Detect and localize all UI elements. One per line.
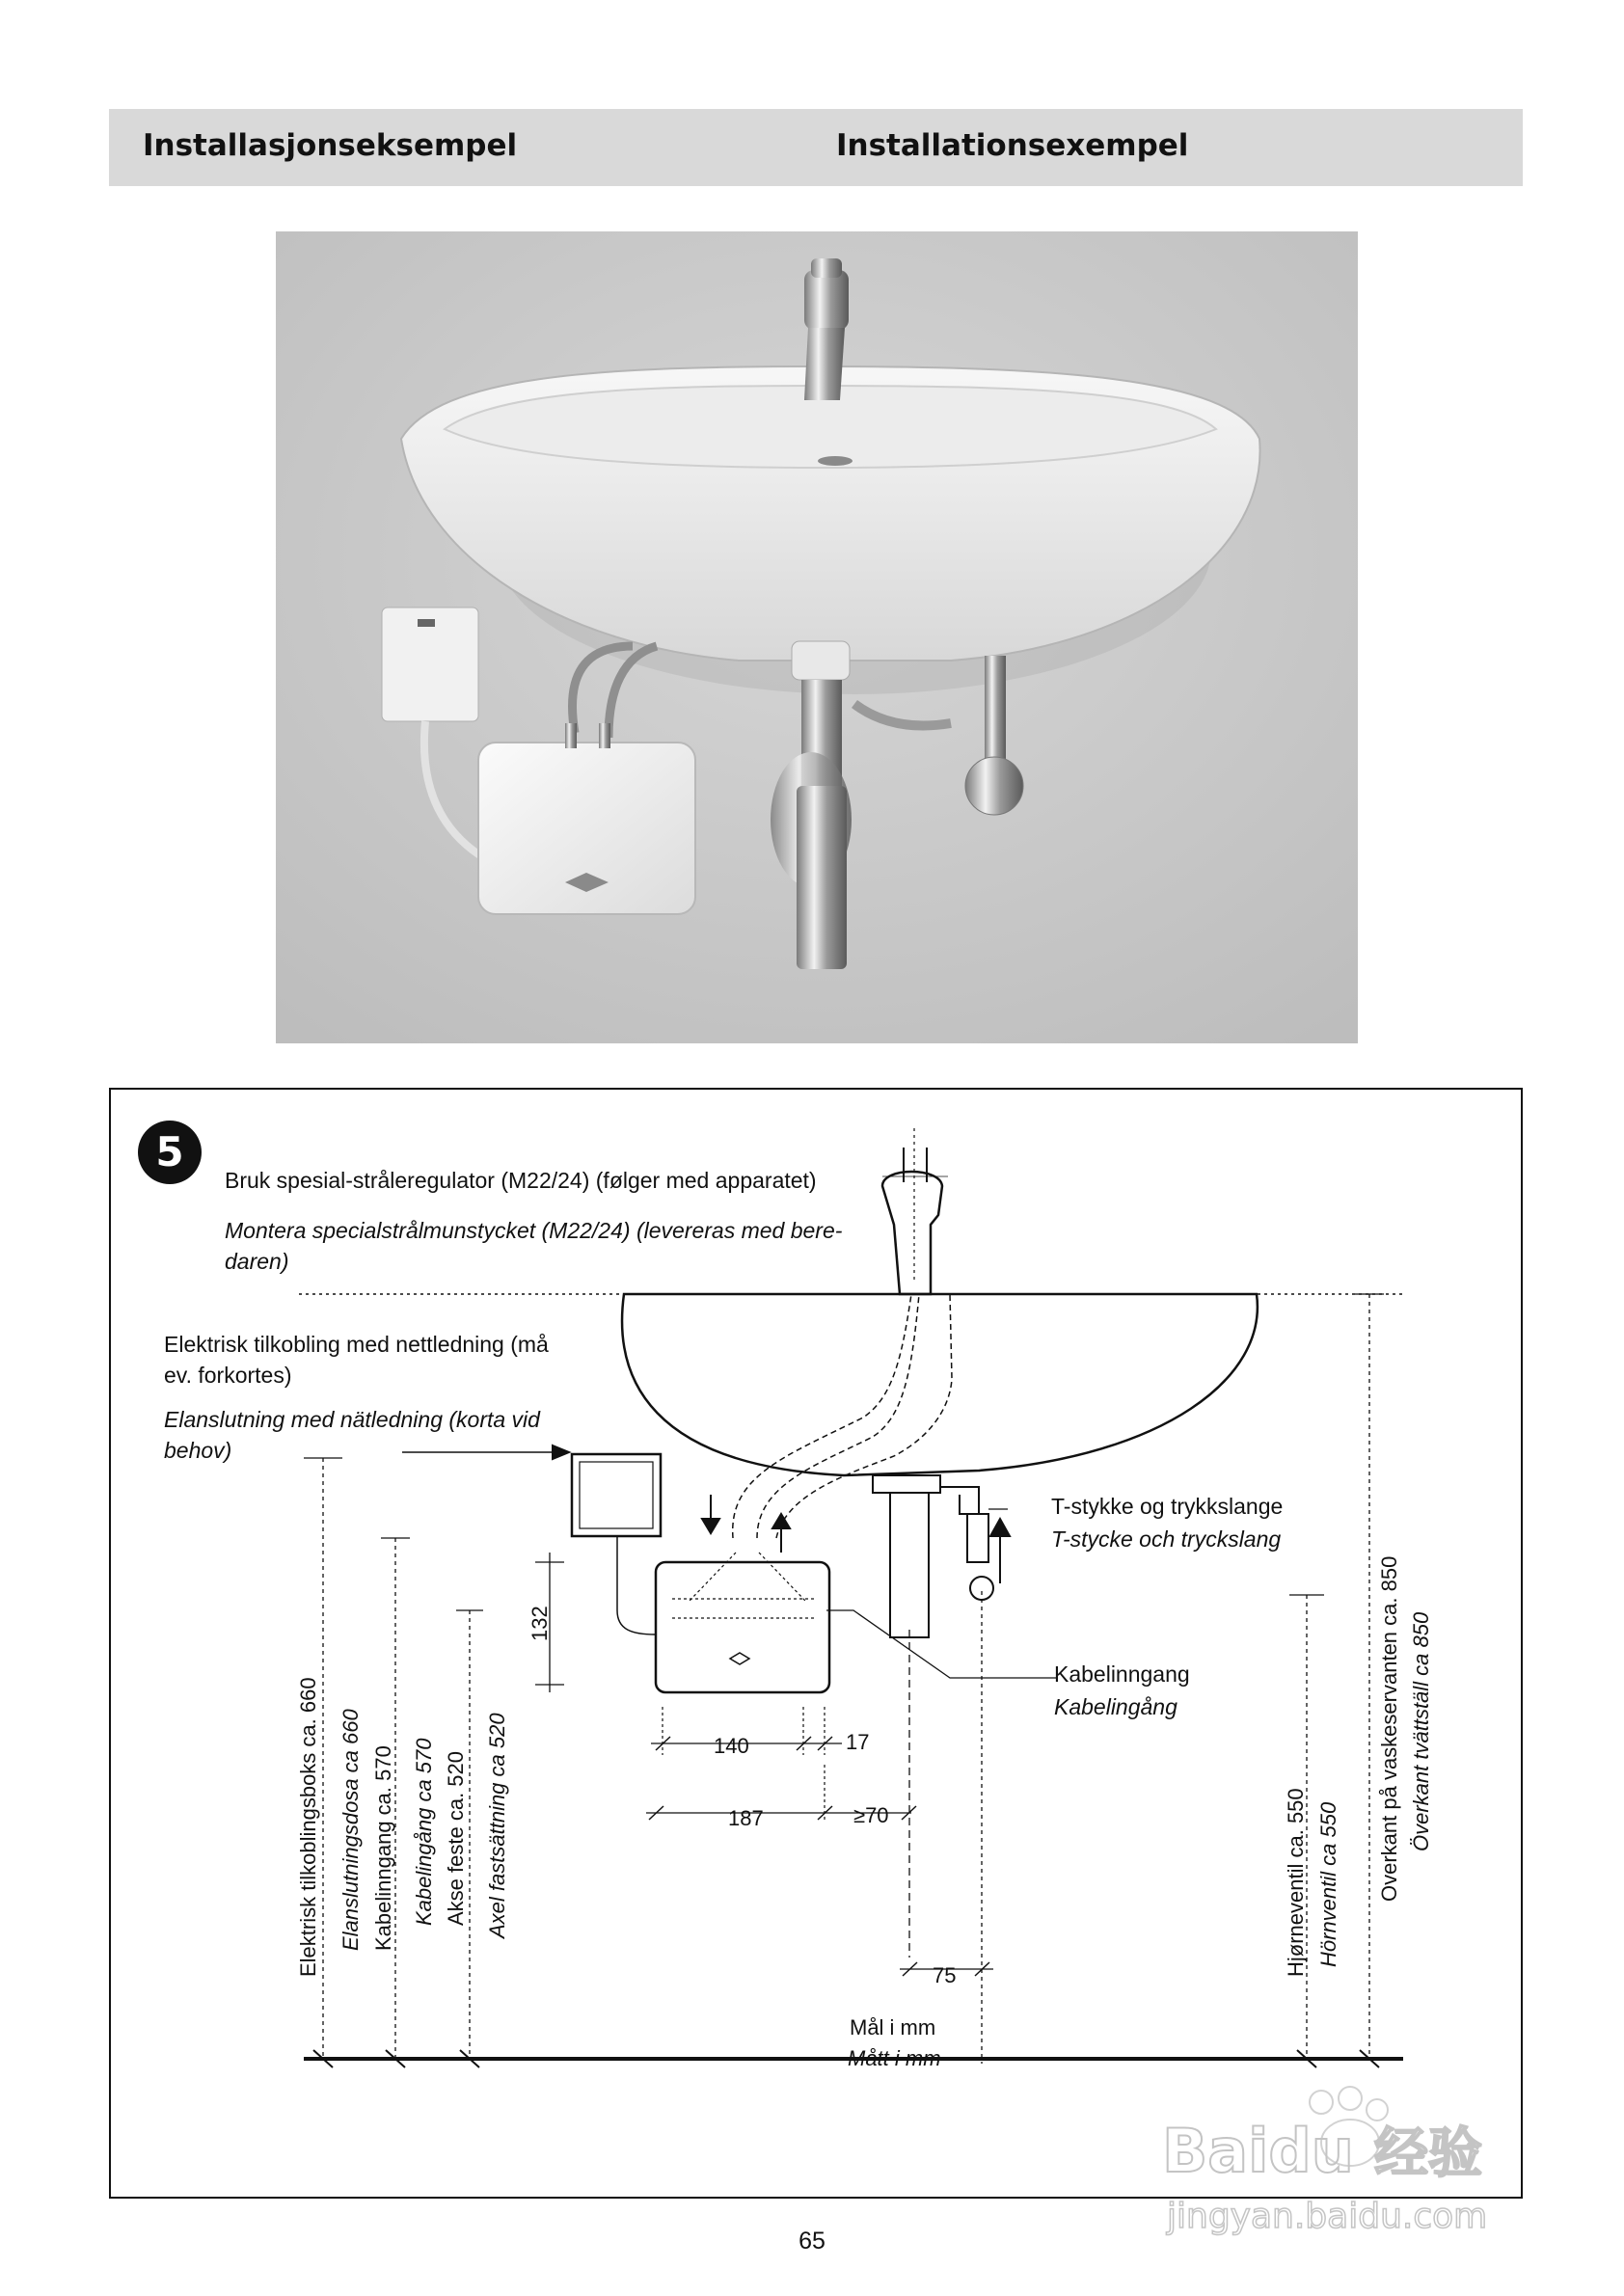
vertical-label-axis-no: Akse feste ca. 520 (444, 1751, 468, 1926)
dimension-140: 140 (714, 1734, 749, 1758)
dimension-min-70: ≥70 (853, 1803, 889, 1827)
watermark-brand: Baidu (1162, 2116, 1354, 2186)
units-note-swedish: Mått i mm (848, 2046, 941, 2070)
cable-entry-label-swedish: Kabelingång (1054, 1694, 1177, 1719)
header-title-swedish: Installationsexempel (836, 128, 1189, 163)
dimension-75: 75 (933, 1963, 957, 1987)
vertical-label-basin-top-no: Overkant på vaskeservanten ca. 850 (1377, 1555, 1401, 1902)
aerator-note-norwegian: Bruk spesial-stråleregulator (M22/24) (følger med apparatet) (225, 1168, 817, 1193)
electrical-note-swedish-line1: Elanslutning med nätledning (korta vid (164, 1407, 540, 1432)
dimension-132: 132 (528, 1606, 552, 1641)
tpiece-label-norwegian: T-stykke og trykkslange (1051, 1494, 1284, 1519)
page-number: 65 (798, 2228, 826, 2255)
tpiece-label-swedish: T-stycke och tryckslang (1051, 1526, 1282, 1552)
watermark-brand-cn: 经验 (1374, 2122, 1482, 2185)
vertical-label-angle-valve-no: Hjørneventil ca. 550 (1284, 1788, 1308, 1977)
step-number-badge: 5 (138, 1121, 202, 1184)
header-band (109, 109, 1523, 186)
electrical-note-norwegian-line1: Elektrisk tilkobling med nettledning (må (164, 1332, 549, 1357)
installation-diagram (109, 1088, 1523, 2199)
cable-entry-label-norwegian: Kabelinngang (1054, 1661, 1190, 1687)
electrical-note-swedish-line2: behov) (164, 1438, 232, 1463)
dimension-17: 17 (846, 1730, 870, 1754)
diagram-drawing (111, 1090, 1525, 2201)
installation-photo (276, 231, 1358, 1043)
electrical-note-norwegian-line2: ev. forkortes) (164, 1363, 292, 1388)
vertical-label-junction-box-sv: Elanslutningsdosa ca 660 (338, 1709, 363, 1951)
vertical-label-cable-entry-sv: Kabelingång ca 570 (412, 1738, 436, 1926)
aerator-note-swedish-line2: daren) (225, 1249, 289, 1274)
dimension-187: 187 (728, 1806, 764, 1830)
vertical-label-junction-box-no: Elektrisk tilkoblingsboks ca. 660 (296, 1677, 320, 1977)
header-title-norwegian: Installasjonseksempel (143, 128, 518, 163)
vertical-label-cable-entry-no: Kabelinngang ca. 570 (371, 1745, 395, 1951)
vertical-label-angle-valve-sv: Hörnventil ca 550 (1316, 1801, 1340, 1967)
vertical-label-basin-top-sv: Överkant tvättställ ca 850 (1409, 1611, 1433, 1851)
units-note-norwegian: Mål i mm (850, 2015, 936, 2039)
watermark-url: jingyan.baidu.com (1167, 2197, 1488, 2236)
aerator-note-swedish-line1: Montera specialstrålmunstycket (M22/24) (levereras med bere- (225, 1218, 843, 1243)
vertical-label-axis-sv: Axel fastsättning ca 520 (485, 1713, 509, 1938)
baidu-watermark (1152, 2083, 1538, 2247)
